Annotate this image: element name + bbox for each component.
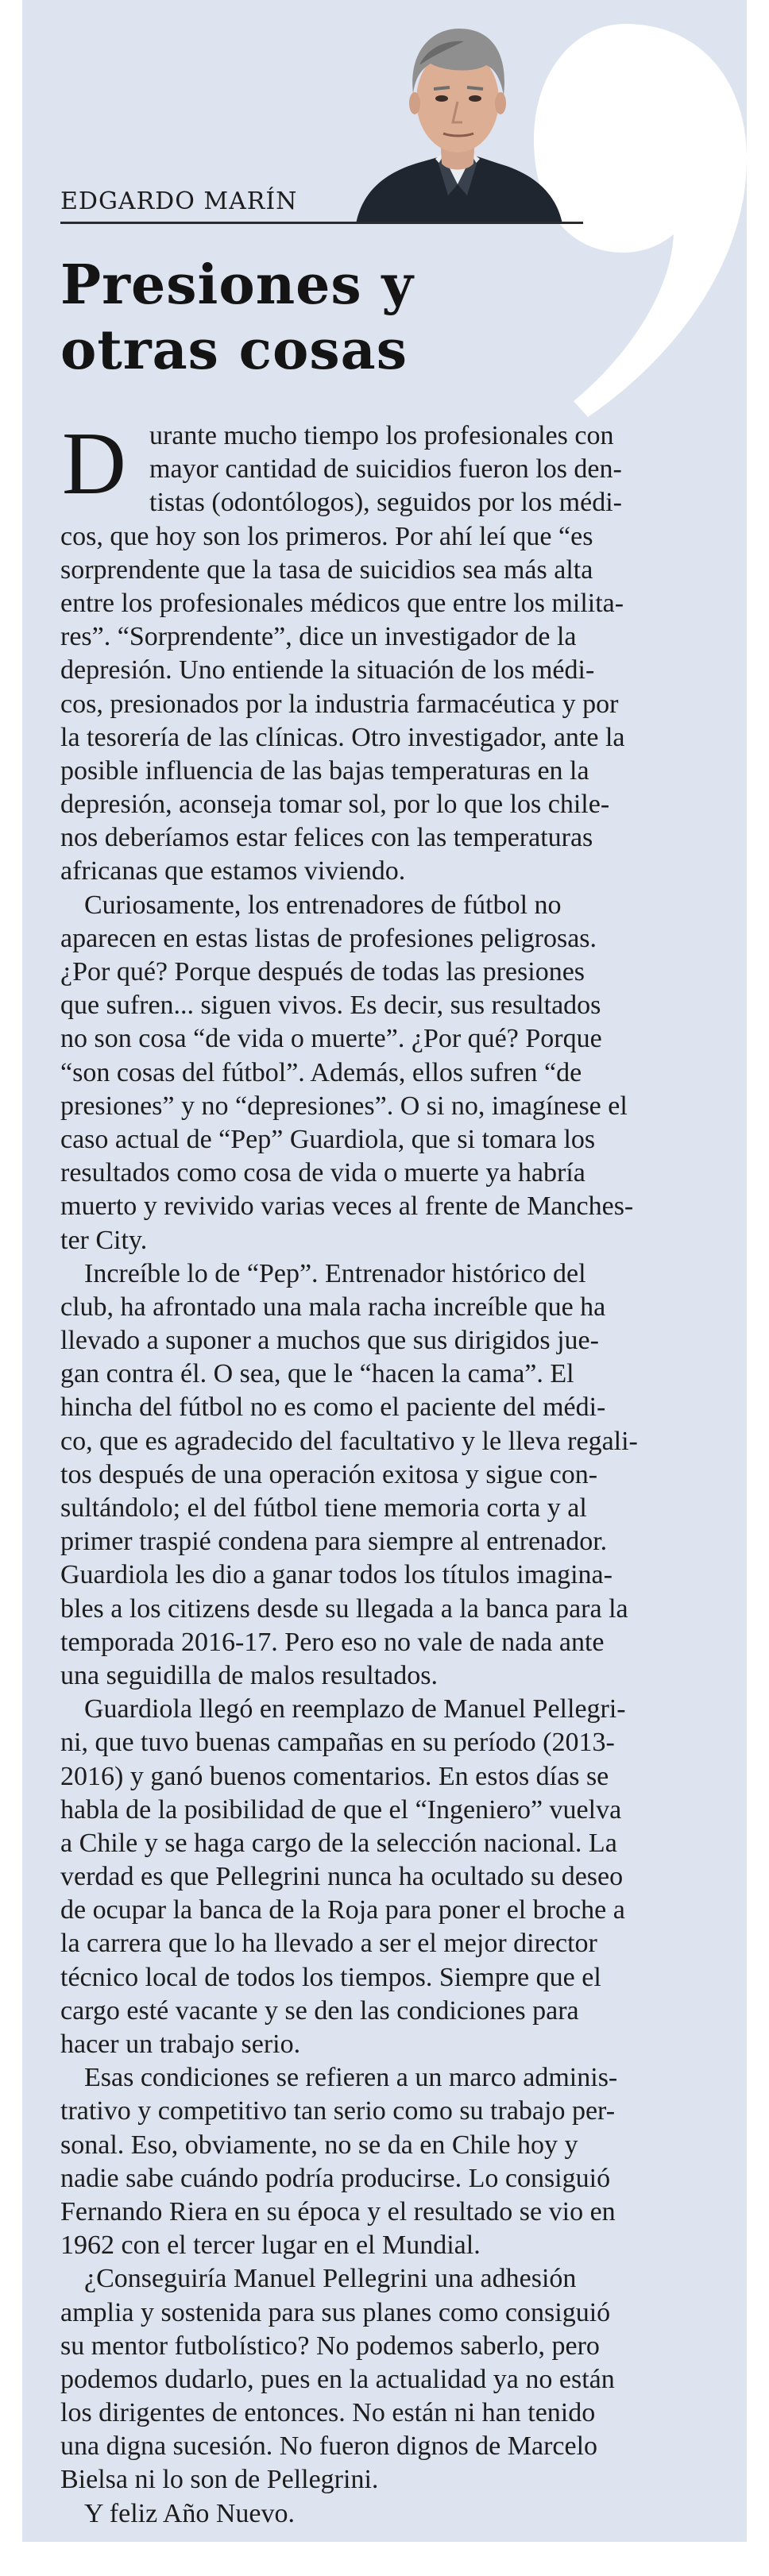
body-text-line: presiones” y no “depresiones”. O si no, imagínese el — [60, 1091, 628, 1121]
body-text-line: Fernando Riera en su época y el resultado se vio en — [60, 2196, 616, 2226]
column-panel — [22, 0, 747, 2542]
body-text-line: africanas que estamos viviendo. — [60, 856, 406, 886]
body-text-line: su mentor futbolístico? No podemos saberlo, pero — [60, 2331, 600, 2361]
body-text-line: bles a los citizens desde su llegada a la banca para la — [60, 1593, 628, 1624]
body-text-line: cargo esté vacante y se den las condiciones para — [60, 1995, 579, 2026]
body-text-line: técnico local de todos los tiempos. Siempre que el — [60, 1962, 601, 1992]
body-text-line: sorprendente que la tasa de suicidios sea más alta — [60, 554, 593, 585]
body-text-line: club, ha afrontado una mala racha increíble que ha — [60, 1292, 606, 1322]
body-text-line: sonal. Eso, obviamente, no se da en Chile hoy y — [60, 2130, 578, 2160]
author-portrait-icon — [324, 16, 586, 224]
body-text-line: primer traspié condena para siempre al entrenador. — [60, 1527, 608, 1557]
body-text-line: ¿Conseguiría Manuel Pellegrini una adhesión — [84, 2264, 577, 2294]
body-text-line: habla de la posibilidad de que el “Ingeniero” vuelva — [60, 1794, 622, 1825]
body-text-line: llevado a suponer a muchos que sus dirigidos jue- — [60, 1326, 599, 1356]
body-text-line: sultándolo; el del fútbol tiene memoria corta y al — [60, 1493, 587, 1523]
body-text-line: los dirigentes de entonces. No están ni han tenido — [60, 2398, 596, 2428]
body-text-line: aparecen en estas listas de profesiones peligrosas. — [60, 923, 597, 953]
body-text-line: a Chile y se haga cargo de la selección nacional. La — [60, 1828, 617, 1858]
body-text-line: amplia y sostenida para sus planes como consiguió — [60, 2297, 611, 2327]
body-text-line: caso actual de “Pep” Guardiola, que si tomara los — [60, 1124, 596, 1154]
body-text-line: depresión, aconseja tomar sol, por lo que los chile- — [60, 790, 610, 820]
body-text-line: una digna sucesión. No fueron dignos de Marcelo — [60, 2431, 598, 2462]
body-text-line: Esas condiciones se refieren a un marco adminis- — [84, 2063, 618, 2093]
body-text-line: la tesorería de las clínicas. Otro investigador, ante la — [60, 722, 625, 752]
body-text-line: la carrera que lo ha llevado a ser el mejor director — [60, 1929, 597, 1959]
body-text-line: ¿Por qué? Porque después de todas las presiones — [60, 957, 585, 987]
body-text-line: depresión. Uno entiende la situación de los médi- — [60, 655, 595, 686]
body-text-line: mayor cantidad de suicidios fueron los den- — [149, 454, 622, 485]
body-text-line: trativo y competitivo tan serio como su trabajo per- — [60, 2096, 616, 2126]
body-text-line: Increíble lo de “Pep”. Entrenador histórico del — [84, 1258, 586, 1288]
body-text-line: Y feliz Año Nuevo. — [84, 2498, 296, 2528]
body-text-line: hincha del fútbol no es como el paciente del médi- — [60, 1392, 606, 1423]
body-text-line: ni, que tuvo buenas campañas en su período (2013- — [60, 1728, 615, 1758]
body-text-line: una seguidilla de malos resultados. — [60, 1660, 438, 1690]
body-text-line: Guardiola llegó en reemplazo de Manuel Pellegri- — [84, 1694, 626, 1724]
body-text-line: res”. “Sorprendente”, dice un investigador de la — [60, 622, 577, 652]
body-text-line: nos deberíamos estar felices con las temperaturas — [60, 823, 593, 853]
body-text-line: co, que es agradecido del facultativo y le lleva regali- — [60, 1426, 638, 1456]
headline — [60, 253, 537, 383]
body-text-line: no son cosa “de vida o muerte”. ¿Por qué? Porque — [60, 1024, 602, 1054]
drop-cap: D — [62, 415, 126, 513]
body-text-line: nadie sabe cuándo podría producirse. Lo consiguió — [60, 2163, 611, 2193]
body-text-line: cos, presionados por la industria farmacéutica y por — [60, 689, 619, 719]
byline-divider — [60, 222, 583, 224]
body-text-line: urante mucho tiempo los profesionales con — [149, 421, 614, 450]
body-text-line: que sufren... siguen vivos. Es decir, sus resultados — [60, 991, 601, 1021]
headline-line: Presiones y — [60, 253, 414, 317]
body-text-line: Guardiola les dio a ganar todos los títulos imagina- — [60, 1560, 612, 1590]
body-text-line: verdad es que Pellegrini nunca ha ocultado su deseo — [60, 1862, 624, 1892]
body-text-line: entre los profesionales médicos que entre los milita- — [60, 588, 624, 618]
body-text-line: tistas (odontólogos), seguidos por los médi- — [149, 488, 622, 518]
body-text-line: muerto y revivido varias veces al frente de Manches- — [60, 1191, 634, 1222]
body-text-line: ter City. — [60, 1225, 148, 1255]
body-text-line: “son cosas del fútbol”. Además, ellos sufren “de — [60, 1057, 582, 1087]
author-byline: EDGARDO MARÍN — [60, 187, 298, 215]
body-text-line: de ocupar la banca de la Roja para poner el broche a — [60, 1895, 625, 1925]
article-body — [60, 415, 729, 2531]
body-text-line: podemos dudarlo, pues en la actualidad ya no están — [60, 2364, 615, 2394]
body-text-line: gan contra él. O sea, que le “hacen la cama”. El — [60, 1359, 574, 1389]
body-text-line: 2016) y ganó buenos comentarios. En estos días se — [60, 1761, 609, 1791]
body-text-line: temporada 2016-17. Pero eso no vale de nada ante — [60, 1627, 605, 1657]
body-text-line: tos después de una operación exitosa y sigue con- — [60, 1459, 598, 1489]
body-text-line: Bielsa ni lo son de Pellegrini. — [60, 2465, 379, 2495]
body-text-line: cos, que hoy son los primeros. Por ahí leí que “es — [60, 521, 593, 551]
body-text-line: resultados como cosa de vida o muerte ya habría — [60, 1158, 585, 1188]
headline-line: otras cosas — [60, 319, 408, 382]
body-text-line: 1962 con el tercer lugar en el Mundial. — [60, 2230, 481, 2261]
body-text-line: posible influencia de las bajas temperaturas en la — [60, 755, 589, 786]
body-text-line: hacer un trabajo serio. — [60, 2030, 301, 2059]
body-text-line: Curiosamente, los entrenadores de fútbol no — [84, 890, 562, 920]
